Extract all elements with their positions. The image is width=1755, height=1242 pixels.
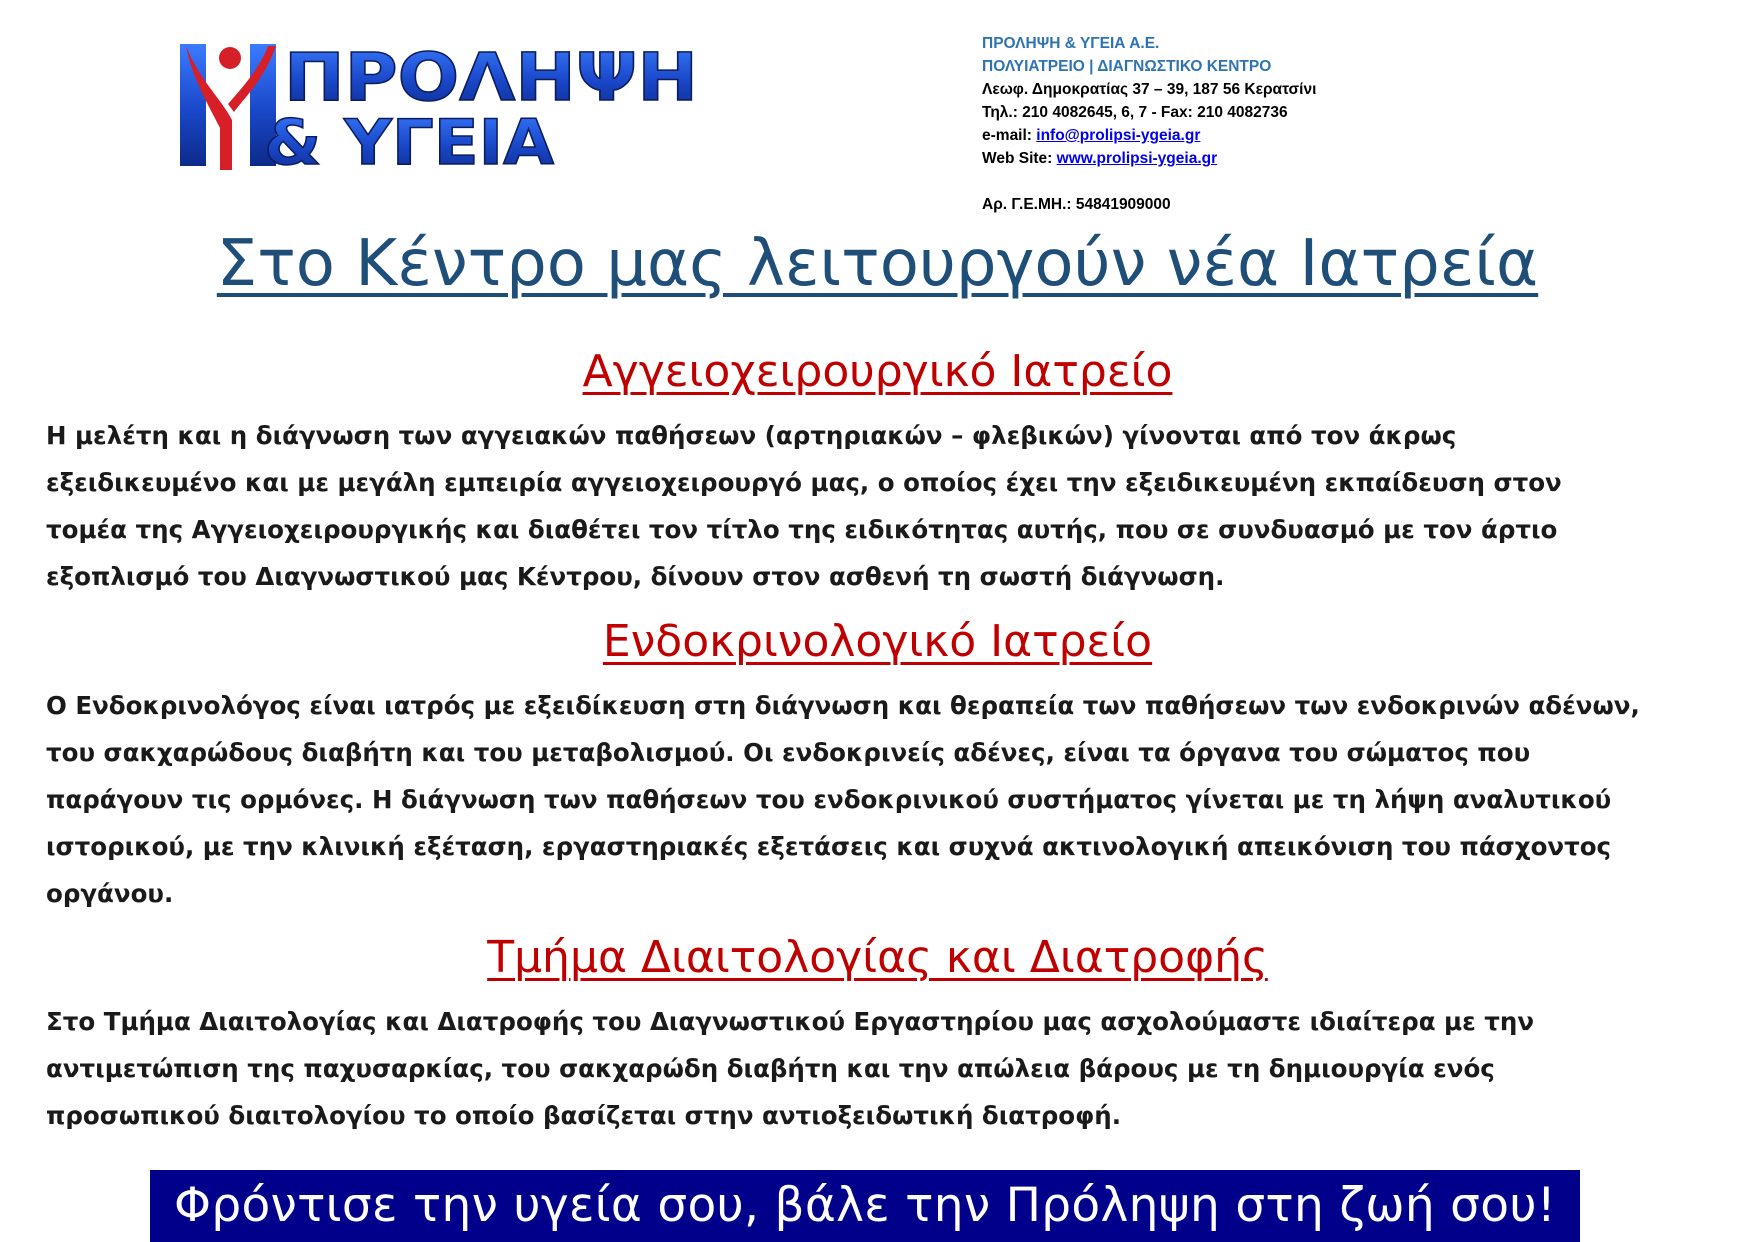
page-title-text: Στο Κέντρο μας λειτουργούν νέα Ιατρεία — [216, 227, 1539, 301]
section-heading-dietetics — [0, 930, 1755, 986]
section-heading-endocrinology — [0, 614, 1755, 670]
paragraph-line: Η μελέτη και η διάγνωση των αγγειακών παθήσεων (αρτηριακών – φλεβικών) γίνονται από τον άκρως — [46, 421, 1457, 450]
paragraph-line: ιστορικού, με την κλινική εξέταση, εργαστηριακές εξετάσεις και συχνά ακτινολογική απεικόνιση του πάσχοντος — [46, 832, 1612, 861]
section-heading-text: Τμήμα Διαιτολογίας και Διατροφής — [487, 932, 1268, 983]
website-label: Web Site: — [982, 150, 1057, 167]
email-link[interactable]: info@prolipsi-ygeia.gr — [1036, 127, 1201, 144]
spacer — [982, 170, 1316, 193]
address: Λεωφ. Δημοκρατίας 37 – 39, 187 56 Κερατσίνι — [982, 81, 1317, 98]
section-heading-vascular — [0, 344, 1755, 400]
section-body-endocrinology — [46, 682, 1726, 917]
email-row — [982, 124, 1316, 147]
paragraph-line: Ο Ενδοκρινολόγος είναι ιατρός με εξειδίκευση στη διάγνωση και θεραπεία των παθήσεων των ενδοκρινών αδένων, — [46, 691, 1640, 720]
logo-text-line2: & ΥΓΕΙΑ — [264, 106, 555, 178]
logo-text-line1: ΠΡΟΛΗΨΗ — [284, 39, 698, 116]
section-body-vascular — [46, 412, 1726, 600]
paragraph-line: τομέα της Αγγειοχειρουργικής και διαθέτει τον τίτλο της ειδικότητας αυτής, που σε συνδυασμό με τον άρτιο — [46, 515, 1558, 544]
paragraph-line: προσωπικού διαιτολογίου το οποίο βασίζεται στην αντιοξειδωτική διατροφή. — [46, 1101, 1122, 1130]
paragraph-line: Στο Τμήμα Διαιτολογίας και Διατροφής του Διαγνωστικού Εργαστηρίου μας ασχολούμαστε ιδιαίτερα με την — [46, 1007, 1535, 1036]
gemi-number: Αρ. Γ.Ε.ΜΗ.: 54841909000 — [982, 196, 1171, 213]
logo-graphic — [178, 38, 708, 178]
phone-fax: Τηλ.: 210 4082645, 6, 7 - Fax: 210 4082736 — [982, 104, 1288, 121]
contact-block — [982, 32, 1316, 216]
paragraph-line: εξοπλισμό του Διαγνωστικού μας Κέντρου, δίνουν στον ασθενή τη σωστή διάγνωση. — [46, 562, 1225, 591]
section-heading-text: Αγγειοχειρουργικό Ιατρείο — [582, 346, 1173, 397]
logo-emblem — [180, 44, 276, 170]
section-body-dietetics — [46, 998, 1726, 1139]
paragraph-line: εξειδικευμένο και με μεγάλη εμπειρία αγγειοχειρουργό μας, ο οποίος έχει την εξειδικευμένη εκπαίδευση στον — [46, 468, 1562, 497]
paragraph-line: του σακχαρώδους διαβήτη και του μεταβολισμού. Οι ενδοκρινείς αδένες, είναι τα όργανα του σώματος που — [46, 738, 1531, 767]
email-label: e-mail: — [982, 127, 1037, 144]
company-subtitle: ΠΟΛΥΙΑΤΡΕΙΟ | ΔΙΑΓΝΩΣΤΙΚΟ ΚΕΝΤΡΟ — [982, 58, 1272, 75]
paragraph-line: οργάνου. — [46, 879, 174, 908]
paragraph-line: αντιμετώπιση της παχυσαρκίας, του σακχαρώδη διαβήτη και την απώλεια βάρους με τη δημιουργία ενός — [46, 1054, 1495, 1083]
paragraph-line: παράγουν τις ορμόνες. Η διάγνωση των παθήσεων του ενδοκρινικού συστήματος γίνεται με τη λήψη αναλυτικού — [46, 785, 1612, 814]
slogan-banner: Φρόντισε την υγεία σου, βάλε την Πρόληψη στη ζωή σου! — [150, 1170, 1580, 1242]
company-name: ΠΡΟΛΗΨΗ & ΥΓΕΙΑ Α.Ε. — [982, 35, 1160, 52]
website-row — [982, 147, 1316, 170]
page-title — [0, 222, 1755, 306]
section-heading-text: Ενδοκρινολογικό Ιατρείο — [602, 616, 1153, 667]
website-link[interactable]: www.prolipsi-ygeia.gr — [1056, 150, 1218, 167]
company-logo — [178, 38, 708, 178]
